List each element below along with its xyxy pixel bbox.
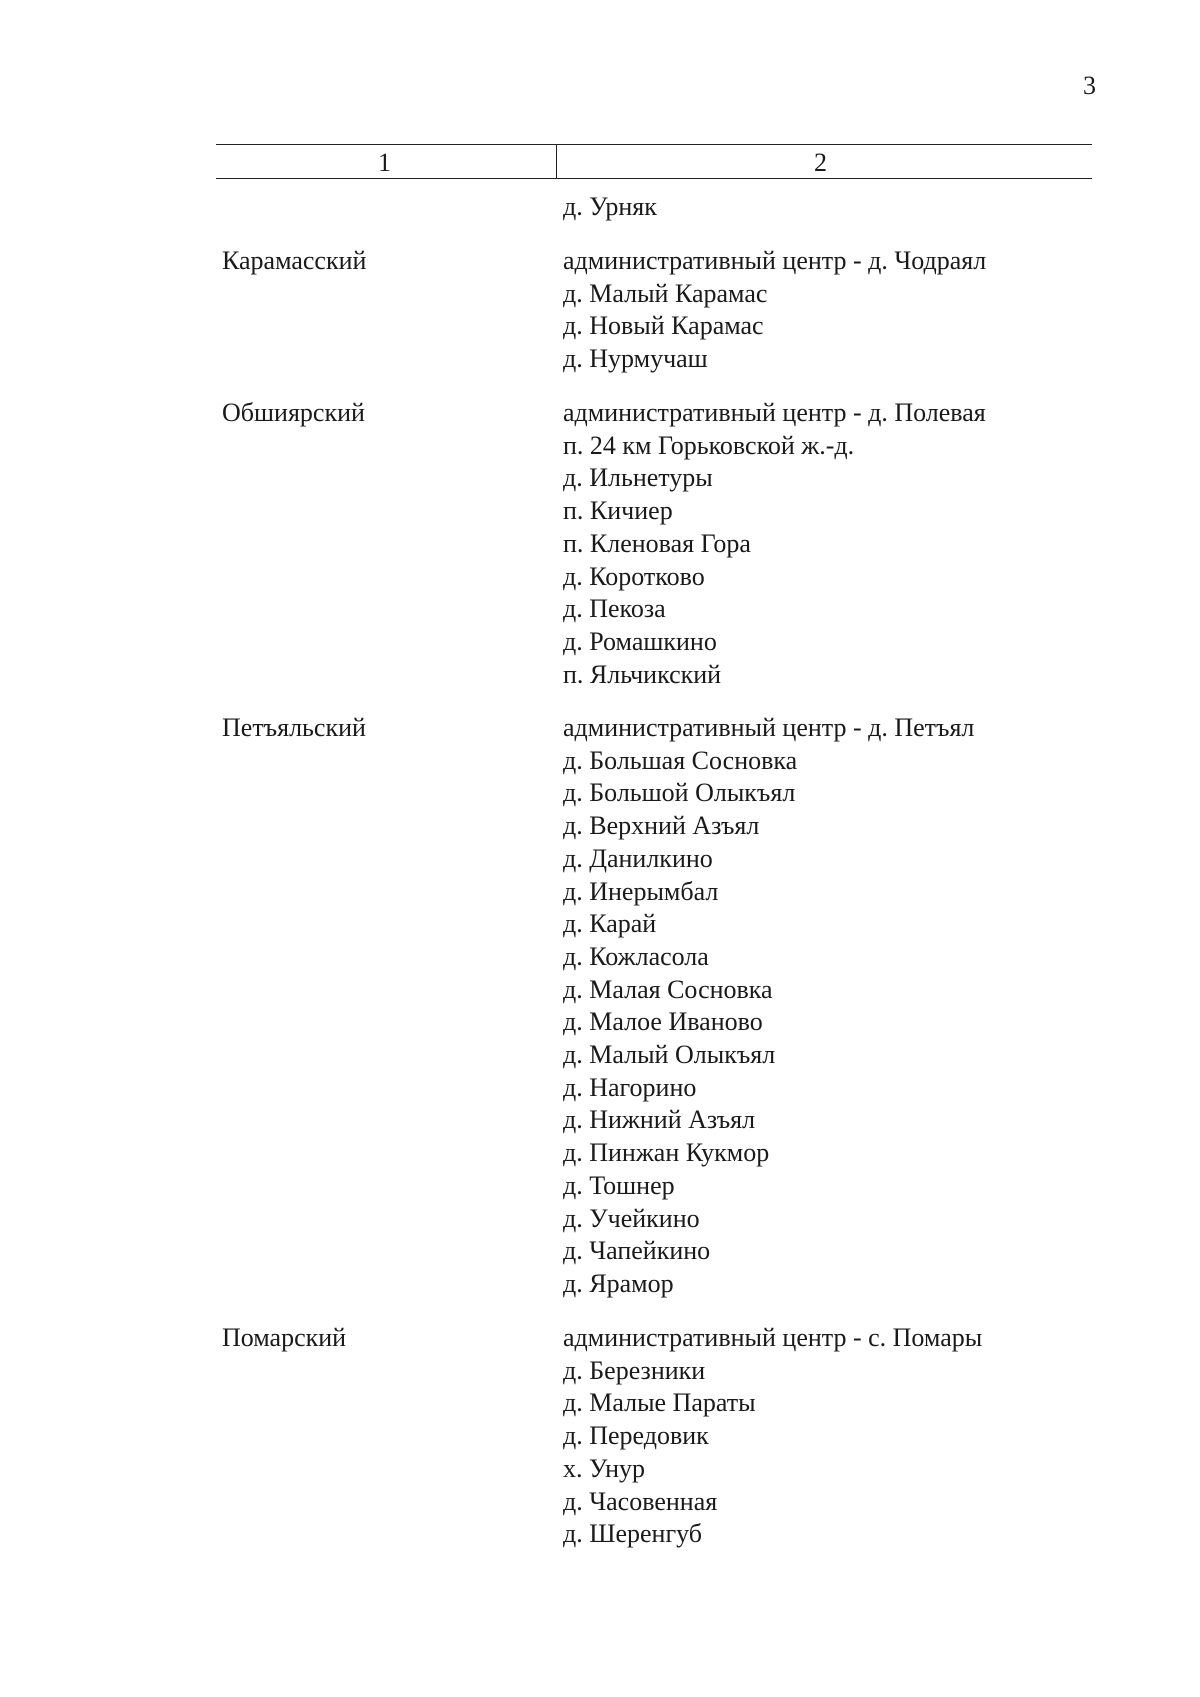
settlement-item: д. Урняк <box>563 192 657 221</box>
settlement-list <box>563 712 974 1301</box>
settlement-item: д. Часовенная <box>563 1486 718 1516</box>
settlement-item: д. Верхний Азъял <box>563 811 760 841</box>
settlement-item: д. Ромашкино <box>563 626 717 656</box>
settlement-item: д. Нурмучаш <box>563 344 708 374</box>
column-1-number: 1 <box>378 148 391 177</box>
settlement-item: д. Новый Карамас <box>563 311 764 341</box>
settlement-item: п. Кленовая Гора <box>563 528 751 558</box>
table-header-divider <box>556 144 557 178</box>
settlement-item: д. Чапейкино <box>563 1236 711 1266</box>
settlement-item: д. Инерымбал <box>563 876 719 906</box>
settlement-item: д. Пекоза <box>563 594 666 624</box>
settlement-item: д. Малый Карамас <box>563 278 768 308</box>
settlement-list <box>563 397 986 691</box>
settlement-item: д. Карай <box>563 909 657 939</box>
settlement-list <box>563 191 657 224</box>
district-name: Помарский <box>222 1323 347 1352</box>
settlement-item: д. Тошнер <box>563 1170 675 1200</box>
settlement-item: д. Ярамор <box>563 1268 674 1298</box>
settlement-item: административный центр - д. Чодраял <box>563 246 987 275</box>
settlement-list <box>563 1322 982 1551</box>
settlement-item: п. Яльчикский <box>563 659 722 689</box>
table-header-top-rule <box>216 144 1092 145</box>
column-2-number: 2 <box>814 148 827 177</box>
settlement-item: д. Шеренгуб <box>563 1519 703 1549</box>
settlement-item: п. 24 км Горьковской ж.-д. <box>563 430 855 460</box>
settlement-item: х. Унур <box>563 1453 646 1483</box>
table-header-bottom-rule <box>216 178 1092 179</box>
settlement-item: д. Коротково <box>563 561 705 591</box>
settlement-item: административный центр - д. Петъял <box>563 713 975 742</box>
district-name: Петъяльский <box>222 713 366 742</box>
district-name: Карамасский <box>222 246 367 275</box>
settlement-item: д. Малое Иваново <box>563 1007 763 1037</box>
settlement-item: д. Пинжан Кукмор <box>563 1138 770 1168</box>
settlement-item: д. Учейкино <box>563 1203 700 1233</box>
settlement-item: д. Березники <box>563 1355 706 1385</box>
settlement-item: д. Нижний Азъял <box>563 1105 756 1135</box>
settlement-item: д. Кожласола <box>563 941 709 971</box>
settlement-item: административный центр - д. Полевая <box>563 398 986 427</box>
settlement-item: д. Малые Параты <box>563 1388 756 1418</box>
settlement-item: д. Малая Сосновка <box>563 974 773 1004</box>
settlement-list <box>563 245 986 376</box>
settlement-item: д. Большая Сосновка <box>563 745 798 775</box>
settlement-item: д. Передовик <box>563 1421 709 1451</box>
settlement-item: д. Данилкино <box>563 843 713 873</box>
settlement-item: д. Большой Олыкъял <box>563 778 796 808</box>
settlement-item: административный центр - с. Помары <box>563 1323 983 1352</box>
page-number: 3 <box>1083 71 1096 100</box>
settlement-item: п. Кичиер <box>563 496 673 526</box>
settlement-item: д. Малый Олыкъял <box>563 1040 776 1070</box>
settlement-item: д. Нагорино <box>563 1072 697 1102</box>
district-name: Обшиярский <box>222 398 365 427</box>
settlement-item: д. Ильнетуры <box>563 463 713 493</box>
